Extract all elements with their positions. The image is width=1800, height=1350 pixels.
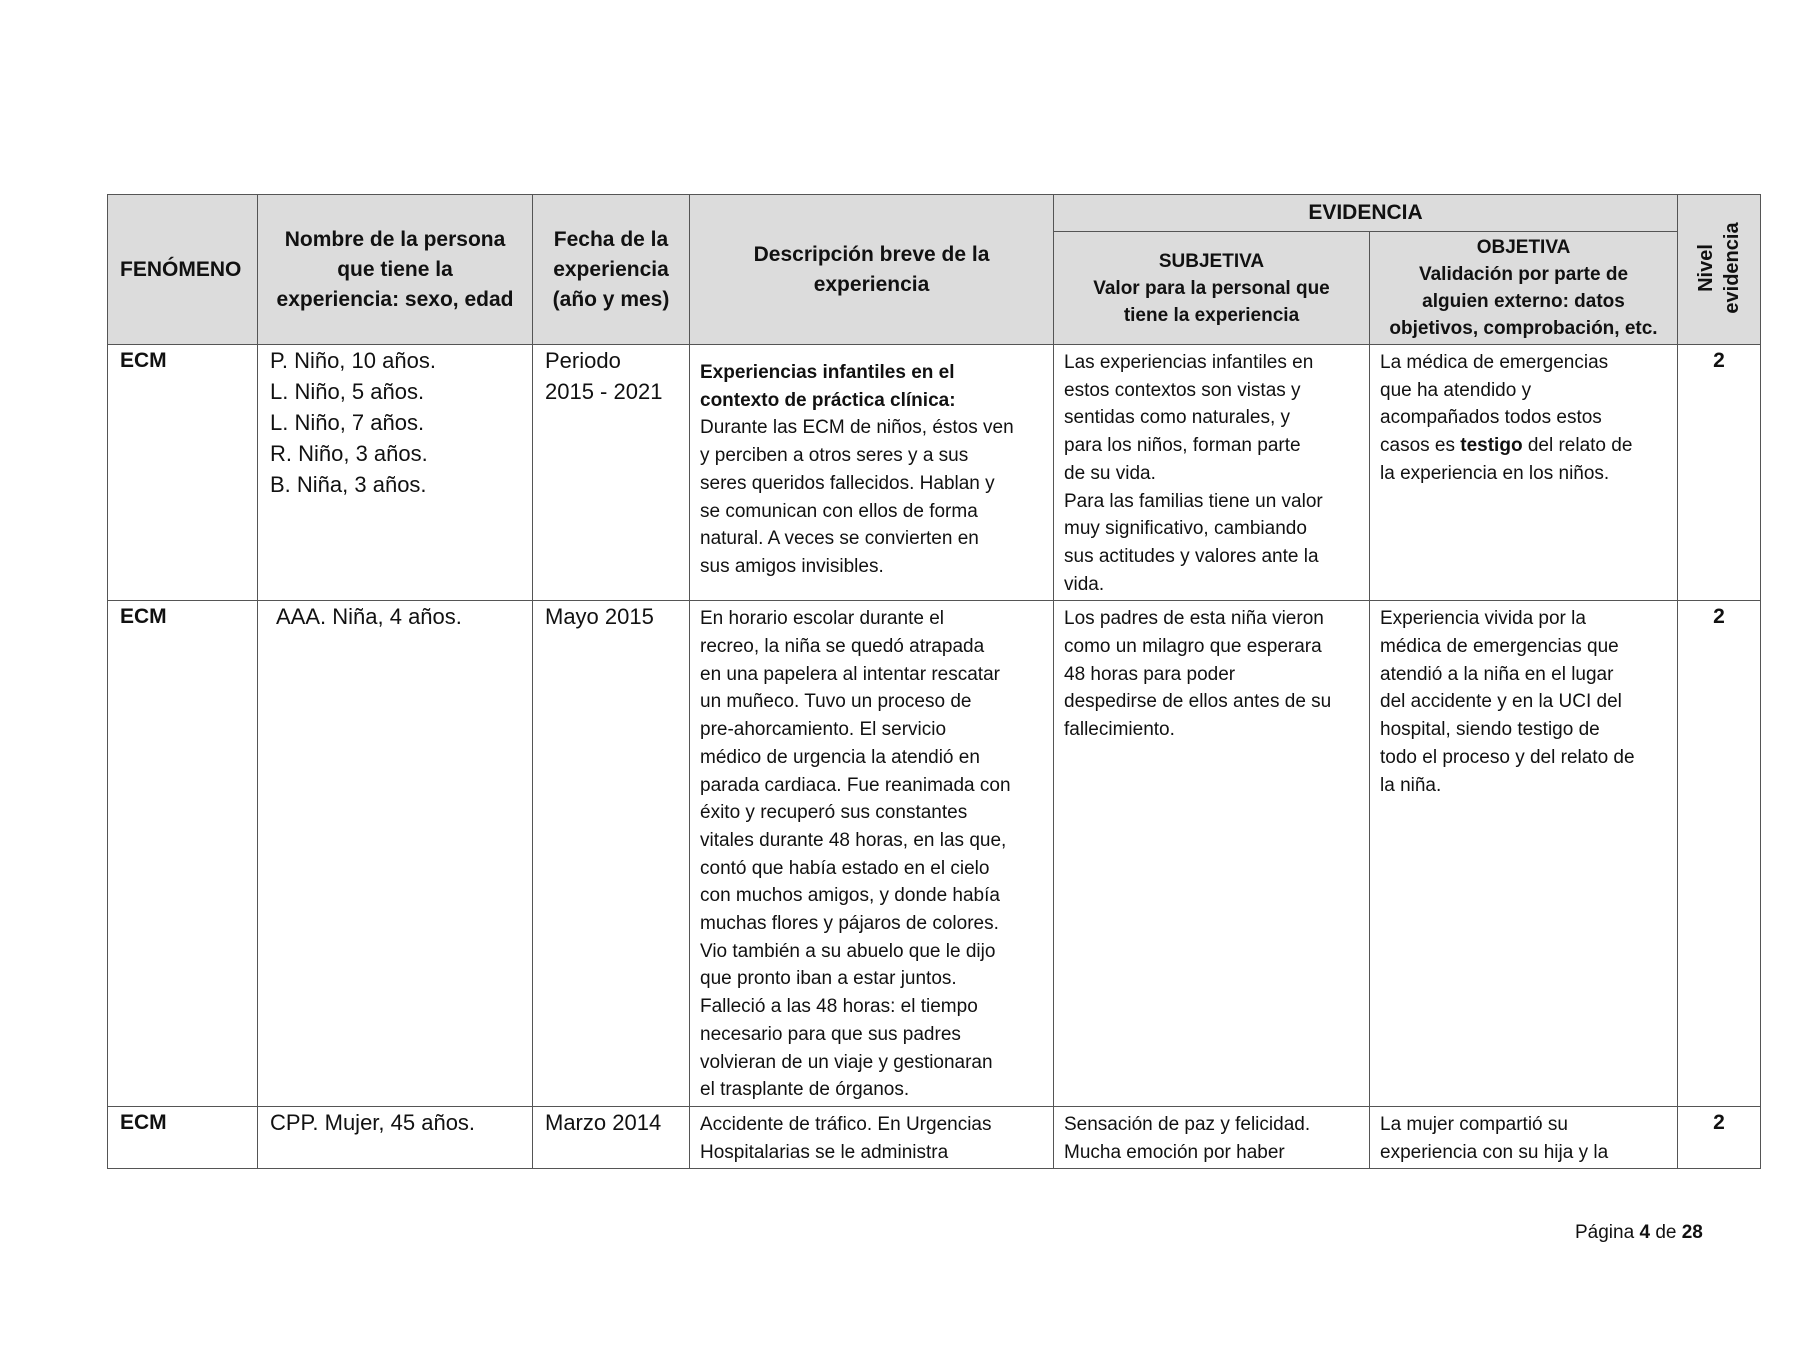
header-fecha: Fecha de la experiencia (año y mes) [533, 195, 690, 345]
cell-fecha: Marzo 2014 [533, 1106, 690, 1168]
cell-objetiva: La médica de emergencias que ha atendido y acompañados todos estos casos es testigo del relato de la experiencia en los niños. [1370, 345, 1678, 601]
cell-descripcion: Experiencias infantiles en el contexto de práctica clínica: Durante las ECM de niños, éstos ven y perciben a otros seres y a sus seres queridos fallecidos. Hablan y se comunican con ellos de forma natural. A veces se convierten en sus amigos invisibles. [690, 345, 1054, 601]
cell-nivel: 2 [1678, 601, 1761, 1107]
cell-fenomeno: ECM [108, 1106, 258, 1168]
cell-nombre: AAA. Niña, 4 años. [258, 601, 533, 1107]
header-descripcion: Descripción breve de la experiencia [690, 195, 1054, 345]
cell-nombre: CPP. Mujer, 45 años. [258, 1106, 533, 1168]
cell-subjetiva: Los padres de esta niña vieron como un milagro que esperara 48 horas para poder despedirse de ellos antes de su fallecimiento. [1054, 601, 1370, 1107]
cell-subjetiva: Las experiencias infantiles en estos contextos son vistas y sentidas como naturales, y para los niños, forman parte de su vida. Para las familias tiene un valor muy significativo, cambiando sus actitudes y valores ante la vida. [1054, 345, 1370, 601]
table-row [108, 345, 1761, 601]
cell-subjetiva: Sensación de paz y felicidad. Mucha emoción por haber [1054, 1106, 1370, 1168]
cell-descripcion: En horario escolar durante el recreo, la niña se quedó atrapada en una papelera al intentar rescatar un muñeco. Tuvo un proceso de pre-ahorcamiento. El servicio médico de urgencia la atendió en parada cardiaca. Fue reanimada con éxito y recuperó sus constantes vitales durante 48 horas, en las que, contó que había estado en el cielo con muchos amigos, y donde había muchas flores y pájaros de colores. Vio también a su abuelo que le dijo que pronto iban a estar juntos. Falleció a las 48 horas: el tiempo necesario para que sus padres volvieran de un viaje y gestionaran el trasplante de órganos. [690, 601, 1054, 1107]
cell-fenomeno: ECM [108, 601, 258, 1107]
header-row-1 [108, 195, 1761, 232]
header-nivel: Nivel evidencia [1678, 195, 1761, 345]
cell-nivel: 2 [1678, 1106, 1761, 1168]
page-number: Página 4 de 28 [1575, 1222, 1703, 1243]
cell-objetiva: La mujer compartió su experiencia con su hija y la [1370, 1106, 1678, 1168]
header-nombre: Nombre de la persona que tiene la experiencia: sexo, edad [258, 195, 533, 345]
cell-fecha: Mayo 2015 [533, 601, 690, 1107]
cell-fecha: Periodo 2015 - 2021 [533, 345, 690, 601]
header-fenomeno: FENÓMENO [108, 195, 258, 345]
testigo-bold: testigo [1460, 435, 1523, 457]
header-objetiva: OBJETIVA Validación por parte de alguien externo: datos objetivos, comprobación, etc. [1370, 232, 1678, 345]
cell-nivel: 2 [1678, 345, 1761, 601]
cell-objetiva: Experiencia vivida por la médica de emergencias que atendió a la niña en el lugar del accidente y en la UCI del hospital, siendo testigo de todo el proceso y del relato de la niña. [1370, 601, 1678, 1107]
table-row [108, 1106, 1761, 1168]
header-subjetiva: SUBJETIVA Valor para la personal que tiene la experiencia [1054, 232, 1370, 345]
cell-descripcion: Accidente de tráfico. En Urgencias Hospitalarias se le administra [690, 1106, 1054, 1168]
header-evidencia: EVIDENCIA [1054, 195, 1678, 232]
cell-fenomeno: ECM [108, 345, 258, 601]
evidence-table [107, 194, 1761, 1169]
cell-nombre: P. Niño, 10 años. L. Niño, 5 años. L. Niño, 7 años. R. Niño, 3 años. B. Niña, 3 años. [258, 345, 533, 601]
table-row [108, 601, 1761, 1107]
